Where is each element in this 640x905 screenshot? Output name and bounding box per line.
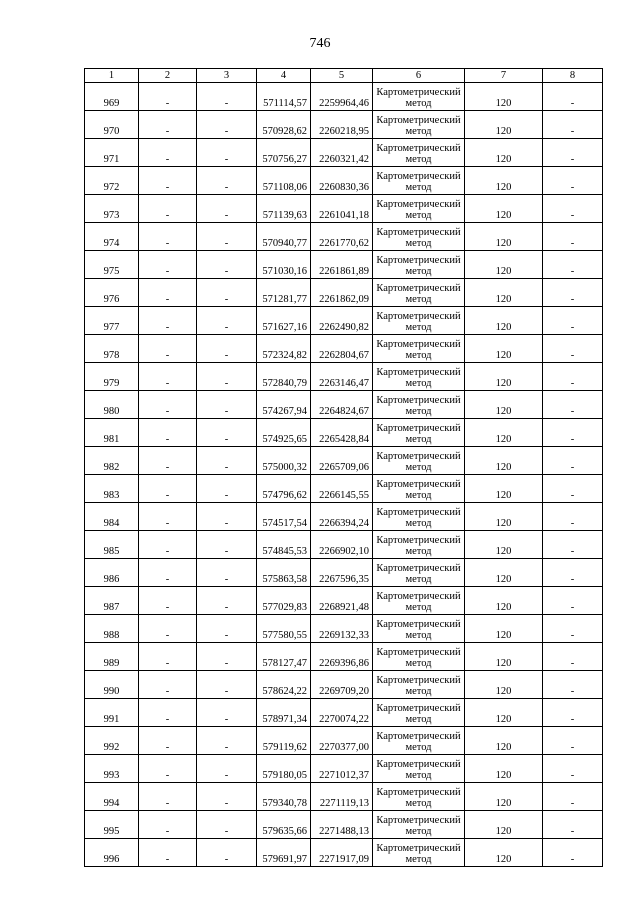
col2-value: - — [139, 279, 197, 307]
y-coordinate: 2271488,13 — [311, 811, 373, 839]
table-body — [85, 83, 603, 867]
accuracy: 120 — [465, 167, 543, 195]
col8-value: - — [543, 139, 603, 167]
table-row — [85, 83, 603, 111]
point-number: 969 — [85, 83, 139, 111]
col3-value: - — [197, 447, 257, 475]
point-number: 990 — [85, 671, 139, 699]
table-row — [85, 783, 603, 811]
col8-value: - — [543, 615, 603, 643]
y-coordinate: 2262804,67 — [311, 335, 373, 363]
y-coordinate: 2271119,13 — [311, 783, 373, 811]
accuracy: 120 — [465, 615, 543, 643]
table-row — [85, 531, 603, 559]
col2-value: - — [139, 391, 197, 419]
method: Картометрический метод — [373, 167, 465, 195]
col3-value: - — [197, 251, 257, 279]
col2-value: - — [139, 783, 197, 811]
table-row — [85, 727, 603, 755]
col8-value: - — [543, 587, 603, 615]
point-number: 975 — [85, 251, 139, 279]
x-coordinate: 579119,62 — [257, 727, 311, 755]
accuracy: 120 — [465, 391, 543, 419]
x-coordinate: 570756,27 — [257, 139, 311, 167]
method: Картометрический метод — [373, 279, 465, 307]
accuracy: 120 — [465, 475, 543, 503]
method: Картометрический метод — [373, 83, 465, 111]
point-number: 976 — [85, 279, 139, 307]
method: Картометрический метод — [373, 587, 465, 615]
table-row — [85, 139, 603, 167]
table-row — [85, 447, 603, 475]
y-coordinate: 2269132,33 — [311, 615, 373, 643]
table-row — [85, 195, 603, 223]
table-row — [85, 587, 603, 615]
x-coordinate: 579635,66 — [257, 811, 311, 839]
method: Картометрический метод — [373, 139, 465, 167]
col8-value: - — [543, 755, 603, 783]
y-coordinate: 2260830,36 — [311, 167, 373, 195]
col8-value: - — [543, 419, 603, 447]
col3-value: - — [197, 559, 257, 587]
column-header-2: 2 — [139, 69, 197, 83]
col2-value: - — [139, 475, 197, 503]
accuracy: 120 — [465, 755, 543, 783]
col8-value: - — [543, 531, 603, 559]
col3-value: - — [197, 167, 257, 195]
point-number: 971 — [85, 139, 139, 167]
method: Картометрический метод — [373, 307, 465, 335]
column-header-6: 6 — [373, 69, 465, 83]
y-coordinate: 2261770,62 — [311, 223, 373, 251]
col8-value: - — [543, 811, 603, 839]
col2-value: - — [139, 111, 197, 139]
col2-value: - — [139, 643, 197, 671]
point-number: 978 — [85, 335, 139, 363]
col8-value: - — [543, 279, 603, 307]
accuracy: 120 — [465, 279, 543, 307]
accuracy: 120 — [465, 447, 543, 475]
x-coordinate: 579180,05 — [257, 755, 311, 783]
method: Картометрический метод — [373, 335, 465, 363]
point-number: 981 — [85, 419, 139, 447]
col8-value: - — [543, 111, 603, 139]
accuracy: 120 — [465, 139, 543, 167]
method: Картометрический метод — [373, 643, 465, 671]
method: Картометрический метод — [373, 559, 465, 587]
point-number: 970 — [85, 111, 139, 139]
accuracy: 120 — [465, 811, 543, 839]
y-coordinate: 2266145,55 — [311, 475, 373, 503]
col8-value: - — [543, 307, 603, 335]
col3-value: - — [197, 755, 257, 783]
col8-value: - — [543, 727, 603, 755]
col2-value: - — [139, 139, 197, 167]
point-number: 994 — [85, 783, 139, 811]
y-coordinate: 2261041,18 — [311, 195, 373, 223]
table-row — [85, 699, 603, 727]
method: Картометрический метод — [373, 111, 465, 139]
point-number: 986 — [85, 559, 139, 587]
col8-value: - — [543, 643, 603, 671]
x-coordinate: 579340,78 — [257, 783, 311, 811]
x-coordinate: 574796,62 — [257, 475, 311, 503]
table-row — [85, 811, 603, 839]
col2-value: - — [139, 671, 197, 699]
col8-value: - — [543, 783, 603, 811]
table-row — [85, 643, 603, 671]
accuracy: 120 — [465, 503, 543, 531]
method: Картометрический метод — [373, 671, 465, 699]
table-row — [85, 839, 603, 867]
accuracy: 120 — [465, 839, 543, 867]
col3-value: - — [197, 139, 257, 167]
col2-value: - — [139, 335, 197, 363]
col3-value: - — [197, 307, 257, 335]
method: Картометрический метод — [373, 783, 465, 811]
method: Картометрический метод — [373, 251, 465, 279]
accuracy: 120 — [465, 587, 543, 615]
x-coordinate: 578971,34 — [257, 699, 311, 727]
accuracy: 120 — [465, 335, 543, 363]
col2-value: - — [139, 195, 197, 223]
accuracy: 120 — [465, 531, 543, 559]
col3-value: - — [197, 279, 257, 307]
point-number: 988 — [85, 615, 139, 643]
x-coordinate: 570928,62 — [257, 111, 311, 139]
col2-value: - — [139, 811, 197, 839]
column-header-5: 5 — [311, 69, 373, 83]
col8-value: - — [543, 167, 603, 195]
x-coordinate: 572324,82 — [257, 335, 311, 363]
col3-value: - — [197, 531, 257, 559]
column-header-8: 8 — [543, 69, 603, 83]
point-number: 974 — [85, 223, 139, 251]
x-coordinate: 571139,63 — [257, 195, 311, 223]
x-coordinate: 574845,53 — [257, 531, 311, 559]
point-number: 989 — [85, 643, 139, 671]
point-number: 979 — [85, 363, 139, 391]
y-coordinate: 2260218,95 — [311, 111, 373, 139]
method: Картометрический метод — [373, 727, 465, 755]
method: Картометрический метод — [373, 503, 465, 531]
col3-value: - — [197, 699, 257, 727]
x-coordinate: 579691,97 — [257, 839, 311, 867]
y-coordinate: 2271917,09 — [311, 839, 373, 867]
point-number: 995 — [85, 811, 139, 839]
column-header-3: 3 — [197, 69, 257, 83]
x-coordinate: 574267,94 — [257, 391, 311, 419]
col8-value: - — [543, 671, 603, 699]
col8-value: - — [543, 475, 603, 503]
y-coordinate: 2266902,10 — [311, 531, 373, 559]
col2-value: - — [139, 587, 197, 615]
x-coordinate: 571281,77 — [257, 279, 311, 307]
method: Картометрический метод — [373, 363, 465, 391]
col3-value: - — [197, 727, 257, 755]
method: Картометрический метод — [373, 419, 465, 447]
col2-value: - — [139, 727, 197, 755]
col3-value: - — [197, 615, 257, 643]
col3-value: - — [197, 671, 257, 699]
table-row — [85, 755, 603, 783]
col8-value: - — [543, 391, 603, 419]
table-row — [85, 391, 603, 419]
point-number: 996 — [85, 839, 139, 867]
col3-value: - — [197, 335, 257, 363]
x-coordinate: 575863,58 — [257, 559, 311, 587]
y-coordinate: 2265709,06 — [311, 447, 373, 475]
col8-value: - — [543, 195, 603, 223]
table-row — [85, 559, 603, 587]
col3-value: - — [197, 839, 257, 867]
col2-value: - — [139, 83, 197, 111]
accuracy: 120 — [465, 671, 543, 699]
col3-value: - — [197, 195, 257, 223]
y-coordinate: 2263146,47 — [311, 363, 373, 391]
point-number: 985 — [85, 531, 139, 559]
method: Картометрический метод — [373, 531, 465, 559]
y-coordinate: 2264824,67 — [311, 391, 373, 419]
y-coordinate: 2265428,84 — [311, 419, 373, 447]
x-coordinate: 571030,16 — [257, 251, 311, 279]
point-number: 982 — [85, 447, 139, 475]
method: Картометрический метод — [373, 223, 465, 251]
column-header-1: 1 — [85, 69, 139, 83]
y-coordinate: 2266394,24 — [311, 503, 373, 531]
table-row — [85, 111, 603, 139]
table-row — [85, 475, 603, 503]
col2-value: - — [139, 531, 197, 559]
page-number: 746 — [309, 36, 331, 51]
col2-value: - — [139, 699, 197, 727]
method: Картометрический метод — [373, 475, 465, 503]
y-coordinate: 2267596,35 — [311, 559, 373, 587]
col3-value: - — [197, 783, 257, 811]
col8-value: - — [543, 839, 603, 867]
point-number: 992 — [85, 727, 139, 755]
col2-value: - — [139, 447, 197, 475]
col3-value: - — [197, 587, 257, 615]
x-coordinate: 574517,54 — [257, 503, 311, 531]
table-row — [85, 251, 603, 279]
x-coordinate: 571108,06 — [257, 167, 311, 195]
accuracy: 120 — [465, 195, 543, 223]
table-row — [85, 671, 603, 699]
method: Картометрический метод — [373, 195, 465, 223]
col3-value: - — [197, 111, 257, 139]
method: Картометрический метод — [373, 755, 465, 783]
col3-value: - — [197, 223, 257, 251]
point-number: 987 — [85, 587, 139, 615]
point-number: 980 — [85, 391, 139, 419]
table-row — [85, 615, 603, 643]
y-coordinate: 2261861,89 — [311, 251, 373, 279]
table-row — [85, 503, 603, 531]
point-number: 983 — [85, 475, 139, 503]
y-coordinate: 2271012,37 — [311, 755, 373, 783]
y-coordinate: 2262490,82 — [311, 307, 373, 335]
col3-value: - — [197, 83, 257, 111]
point-number: 991 — [85, 699, 139, 727]
accuracy: 120 — [465, 223, 543, 251]
col8-value: - — [543, 335, 603, 363]
col2-value: - — [139, 503, 197, 531]
header-row — [85, 69, 603, 83]
accuracy: 120 — [465, 83, 543, 111]
method: Картометрический метод — [373, 447, 465, 475]
col2-value: - — [139, 559, 197, 587]
col2-value: - — [139, 419, 197, 447]
table-row — [85, 167, 603, 195]
table-row — [85, 279, 603, 307]
col2-value: - — [139, 755, 197, 783]
col8-value: - — [543, 363, 603, 391]
x-coordinate: 572840,79 — [257, 363, 311, 391]
col3-value: - — [197, 419, 257, 447]
method: Картометрический метод — [373, 615, 465, 643]
accuracy: 120 — [465, 251, 543, 279]
x-coordinate: 575000,32 — [257, 447, 311, 475]
col3-value: - — [197, 811, 257, 839]
y-coordinate: 2259964,46 — [311, 83, 373, 111]
table-row — [85, 419, 603, 447]
col2-value: - — [139, 167, 197, 195]
accuracy: 120 — [465, 727, 543, 755]
accuracy: 120 — [465, 559, 543, 587]
x-coordinate: 574925,65 — [257, 419, 311, 447]
method: Картометрический метод — [373, 839, 465, 867]
y-coordinate: 2270377,00 — [311, 727, 373, 755]
col3-value: - — [197, 363, 257, 391]
point-number: 984 — [85, 503, 139, 531]
col3-value: - — [197, 391, 257, 419]
column-header-4: 4 — [257, 69, 311, 83]
column-header-7: 7 — [465, 69, 543, 83]
accuracy: 120 — [465, 699, 543, 727]
x-coordinate: 577029,83 — [257, 587, 311, 615]
y-coordinate: 2269709,20 — [311, 671, 373, 699]
table-row — [85, 307, 603, 335]
point-number: 977 — [85, 307, 139, 335]
col2-value: - — [139, 839, 197, 867]
table-row — [85, 335, 603, 363]
col8-value: - — [543, 447, 603, 475]
col3-value: - — [197, 503, 257, 531]
method: Картометрический метод — [373, 699, 465, 727]
table-row — [85, 363, 603, 391]
x-coordinate: 577580,55 — [257, 615, 311, 643]
table-row — [85, 223, 603, 251]
y-coordinate: 2270074,22 — [311, 699, 373, 727]
y-coordinate: 2260321,42 — [311, 139, 373, 167]
point-number: 993 — [85, 755, 139, 783]
col2-value: - — [139, 307, 197, 335]
x-coordinate: 571114,57 — [257, 83, 311, 111]
y-coordinate: 2261862,09 — [311, 279, 373, 307]
col2-value: - — [139, 251, 197, 279]
accuracy: 120 — [465, 111, 543, 139]
point-number: 972 — [85, 167, 139, 195]
col8-value: - — [543, 251, 603, 279]
accuracy: 120 — [465, 643, 543, 671]
accuracy: 120 — [465, 307, 543, 335]
method: Картометрический метод — [373, 391, 465, 419]
col8-value: - — [543, 223, 603, 251]
col2-value: - — [139, 223, 197, 251]
point-number: 973 — [85, 195, 139, 223]
col3-value: - — [197, 475, 257, 503]
method: Картометрический метод — [373, 811, 465, 839]
y-coordinate: 2269396,86 — [311, 643, 373, 671]
accuracy: 120 — [465, 783, 543, 811]
x-coordinate: 570940,77 — [257, 223, 311, 251]
col2-value: - — [139, 363, 197, 391]
accuracy: 120 — [465, 363, 543, 391]
col8-value: - — [543, 503, 603, 531]
col2-value: - — [139, 615, 197, 643]
y-coordinate: 2268921,48 — [311, 587, 373, 615]
x-coordinate: 571627,16 — [257, 307, 311, 335]
coordinates-table — [84, 68, 603, 867]
x-coordinate: 578624,22 — [257, 671, 311, 699]
x-coordinate: 578127,47 — [257, 643, 311, 671]
accuracy: 120 — [465, 419, 543, 447]
col8-value: - — [543, 699, 603, 727]
col8-value: - — [543, 83, 603, 111]
col3-value: - — [197, 643, 257, 671]
col8-value: - — [543, 559, 603, 587]
